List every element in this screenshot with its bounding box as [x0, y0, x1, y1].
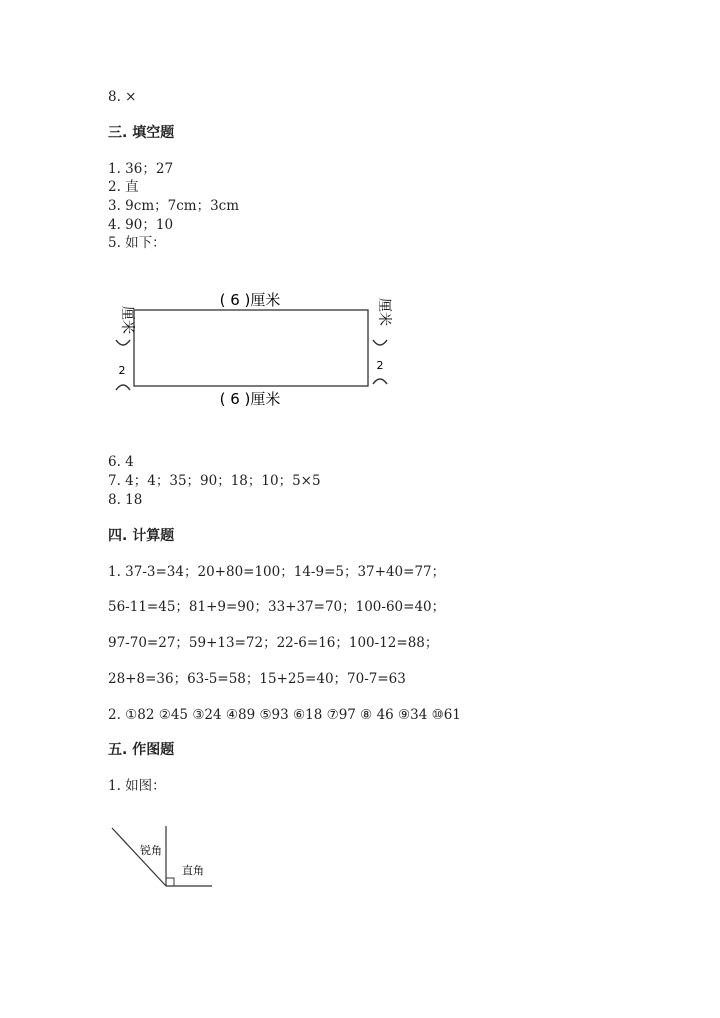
answer-2-8: 8. ×: [108, 89, 137, 105]
left-width-label: [116, 306, 136, 390]
right-angle-label: 直角: [182, 864, 204, 877]
answer-3-5: 5. 如下：: [108, 235, 166, 251]
section-5-heading: 五. 作图题: [108, 742, 175, 758]
slanted-ray: [112, 828, 166, 886]
answer-5-1: 1. 如图：: [108, 778, 166, 794]
answer-3-2: 2. 直: [108, 179, 139, 195]
answer-3-8: 8. 18: [108, 492, 143, 508]
section-3-heading: 三. 填空题: [108, 125, 175, 141]
svg-text:厘米: 厘米: [119, 306, 135, 334]
acute-angle-label: 锐角: [140, 844, 162, 857]
svg-text:厘米: 厘米: [376, 298, 392, 326]
right-width-label: [373, 298, 393, 384]
calc-line-1: 1. 37-3=34；20+80=100；14-9=5；37+40=77；: [108, 564, 446, 580]
svg-text:2: 2: [118, 364, 126, 377]
answer-3-6: 6. 4: [108, 454, 134, 470]
rectangle-figure: [100, 280, 400, 410]
answer-3-4: 4. 90；10: [108, 217, 174, 233]
angle-figure: [106, 820, 226, 892]
section-4-heading: 四. 计算题: [108, 528, 175, 544]
answer-3-3: 3. 9cm；7cm；3cm: [108, 198, 240, 214]
answer-3-1: 1. 36；27: [108, 161, 174, 177]
calc-line-5: 2. ①82 ②45 ③24 ④89 ⑤93 ⑥18 ⑦97 ⑧ 46 ⑨34 ⑩61: [108, 707, 461, 723]
right-angle-mark: [166, 878, 174, 886]
top-length-label: ( 6 )厘米: [219, 291, 281, 309]
bottom-length-label: ( 6 )厘米: [219, 390, 281, 408]
calc-line-4: 28+8=36；63-5=58；15+25=40；70-7=63: [108, 671, 406, 687]
calc-line-2: 56-11=45；81+9=90；33+37=70；100-60=40；: [108, 599, 446, 615]
svg-text:2: 2: [376, 359, 384, 372]
answer-3-7: 7. 4；4；35；90；18；10；5×5: [108, 473, 321, 489]
rectangle-shape: [134, 310, 368, 386]
calc-line-3: 97-70=27；59+13=72；22-6=16；100-12=88；: [108, 635, 439, 651]
